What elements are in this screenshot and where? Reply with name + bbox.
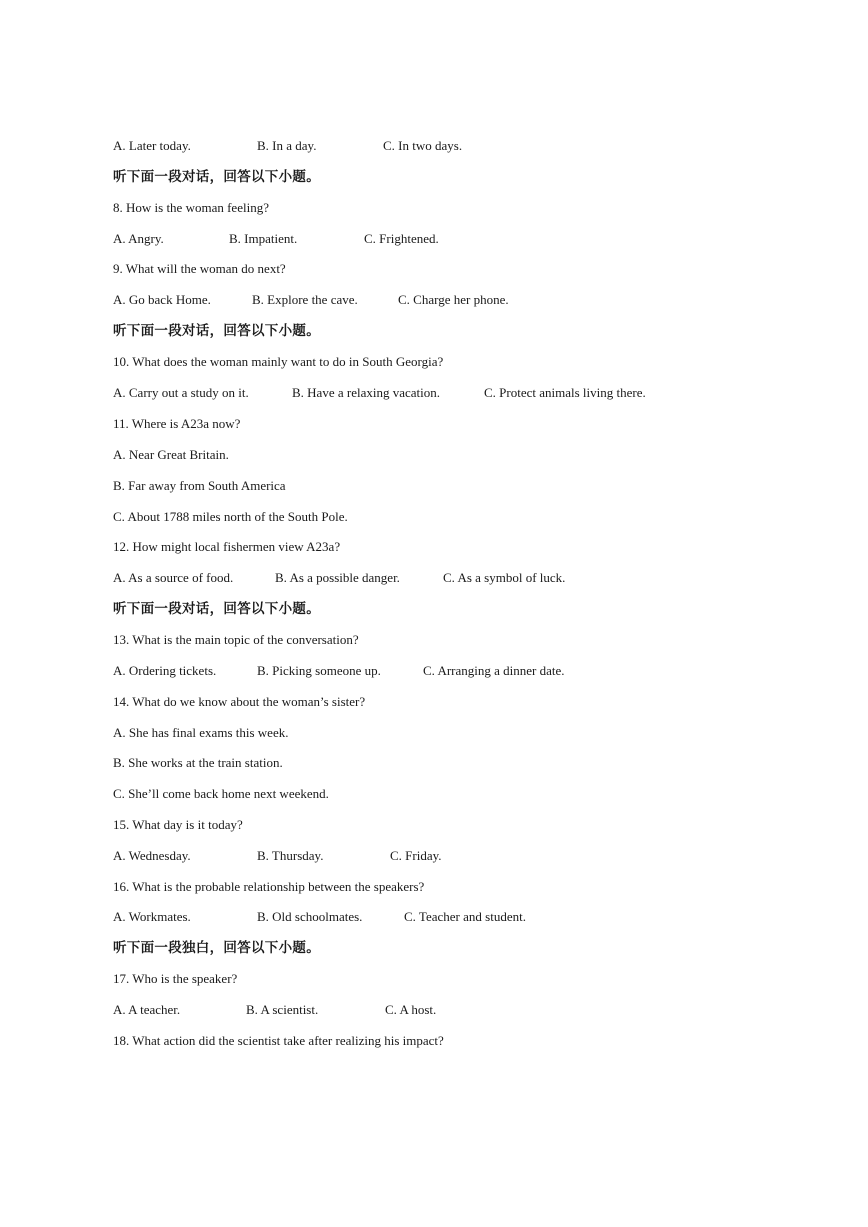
question-11: 11. Where is A23a now? bbox=[113, 416, 241, 431]
question-10: 10. What does the woman mainly want to do in South Georgia? bbox=[113, 354, 444, 369]
q16-option-a: A. Workmates. bbox=[113, 909, 191, 924]
question-9: 9. What will the woman do next? bbox=[113, 261, 286, 276]
q16-option-b: B. Old schoolmates. bbox=[257, 909, 363, 924]
question-8: 8. How is the woman feeling? bbox=[113, 200, 269, 215]
question-15: 15. What day is it today? bbox=[113, 817, 243, 832]
q17-option-a: A. A teacher. bbox=[113, 1002, 181, 1017]
question-12: 12. How might local fishermen view A23a? bbox=[113, 539, 341, 554]
q14-option-c: C. She’ll come back home next weekend. bbox=[113, 786, 329, 801]
section-heading-dialogue-3: 听下面一段对话，回答以下小题。 bbox=[113, 601, 320, 617]
question-16: 16. What is the probable relationship between the speakers? bbox=[113, 879, 425, 894]
q8-option-b: B. Impatient. bbox=[229, 231, 298, 246]
q13-option-b: B. Picking someone up. bbox=[257, 663, 381, 678]
q10-option-b: B. Have a relaxing vacation. bbox=[292, 385, 440, 400]
q15-option-a: A. Wednesday. bbox=[113, 848, 191, 863]
section-heading-monologue: 听下面一段独白，回答以下小题。 bbox=[113, 940, 320, 956]
q14-option-a: A. She has final exams this week. bbox=[113, 725, 289, 740]
q13-option-a: A. Ordering tickets. bbox=[113, 663, 217, 678]
q7-option-a: A. Later today. bbox=[113, 138, 191, 153]
q9-option-c: C. Charge her phone. bbox=[398, 292, 509, 307]
q7-option-b: B. In a day. bbox=[257, 138, 317, 153]
q16-option-c: C. Teacher and student. bbox=[404, 909, 526, 924]
q11-option-a: A. Near Great Britain. bbox=[113, 447, 229, 462]
q8-option-c: C. Frightened. bbox=[364, 231, 439, 246]
q8-option-a: A. Angry. bbox=[113, 231, 164, 246]
question-17: 17. Who is the speaker? bbox=[113, 971, 238, 986]
q14-option-b: B. She works at the train station. bbox=[113, 755, 283, 770]
q11-option-b: B. Far away from South America bbox=[113, 478, 286, 493]
q15-option-b: B. Thursday. bbox=[257, 848, 324, 863]
question-13: 13. What is the main topic of the conversation? bbox=[113, 632, 359, 647]
q10-option-c: C. Protect animals living there. bbox=[484, 385, 646, 400]
q12-option-a: A. As a source of food. bbox=[113, 570, 234, 585]
question-18: 18. What action did the scientist take after realizing his impact? bbox=[113, 1033, 444, 1048]
section-heading-dialogue-1: 听下面一段对话，回答以下小题。 bbox=[113, 169, 320, 185]
q17-option-c: C. A host. bbox=[385, 1002, 437, 1017]
q15-option-c: C. Friday. bbox=[390, 848, 442, 863]
q7-option-c: C. In two days. bbox=[383, 138, 463, 153]
q12-option-b: B. As a possible danger. bbox=[275, 570, 400, 585]
q12-option-c: C. As a symbol of luck. bbox=[443, 570, 566, 585]
section-heading-dialogue-2: 听下面一段对话，回答以下小题。 bbox=[113, 323, 320, 339]
q9-option-a: A. Go back Home. bbox=[113, 292, 211, 307]
q9-option-b: B. Explore the cave. bbox=[252, 292, 358, 307]
q11-option-c: C. About 1788 miles north of the South Pole. bbox=[113, 509, 348, 524]
q17-option-b: B. A scientist. bbox=[246, 1002, 319, 1017]
q10-option-a: A. Carry out a study on it. bbox=[113, 385, 249, 400]
q13-option-c: C. Arranging a dinner date. bbox=[423, 663, 565, 678]
question-14: 14. What do we know about the woman’s sister? bbox=[113, 694, 366, 709]
